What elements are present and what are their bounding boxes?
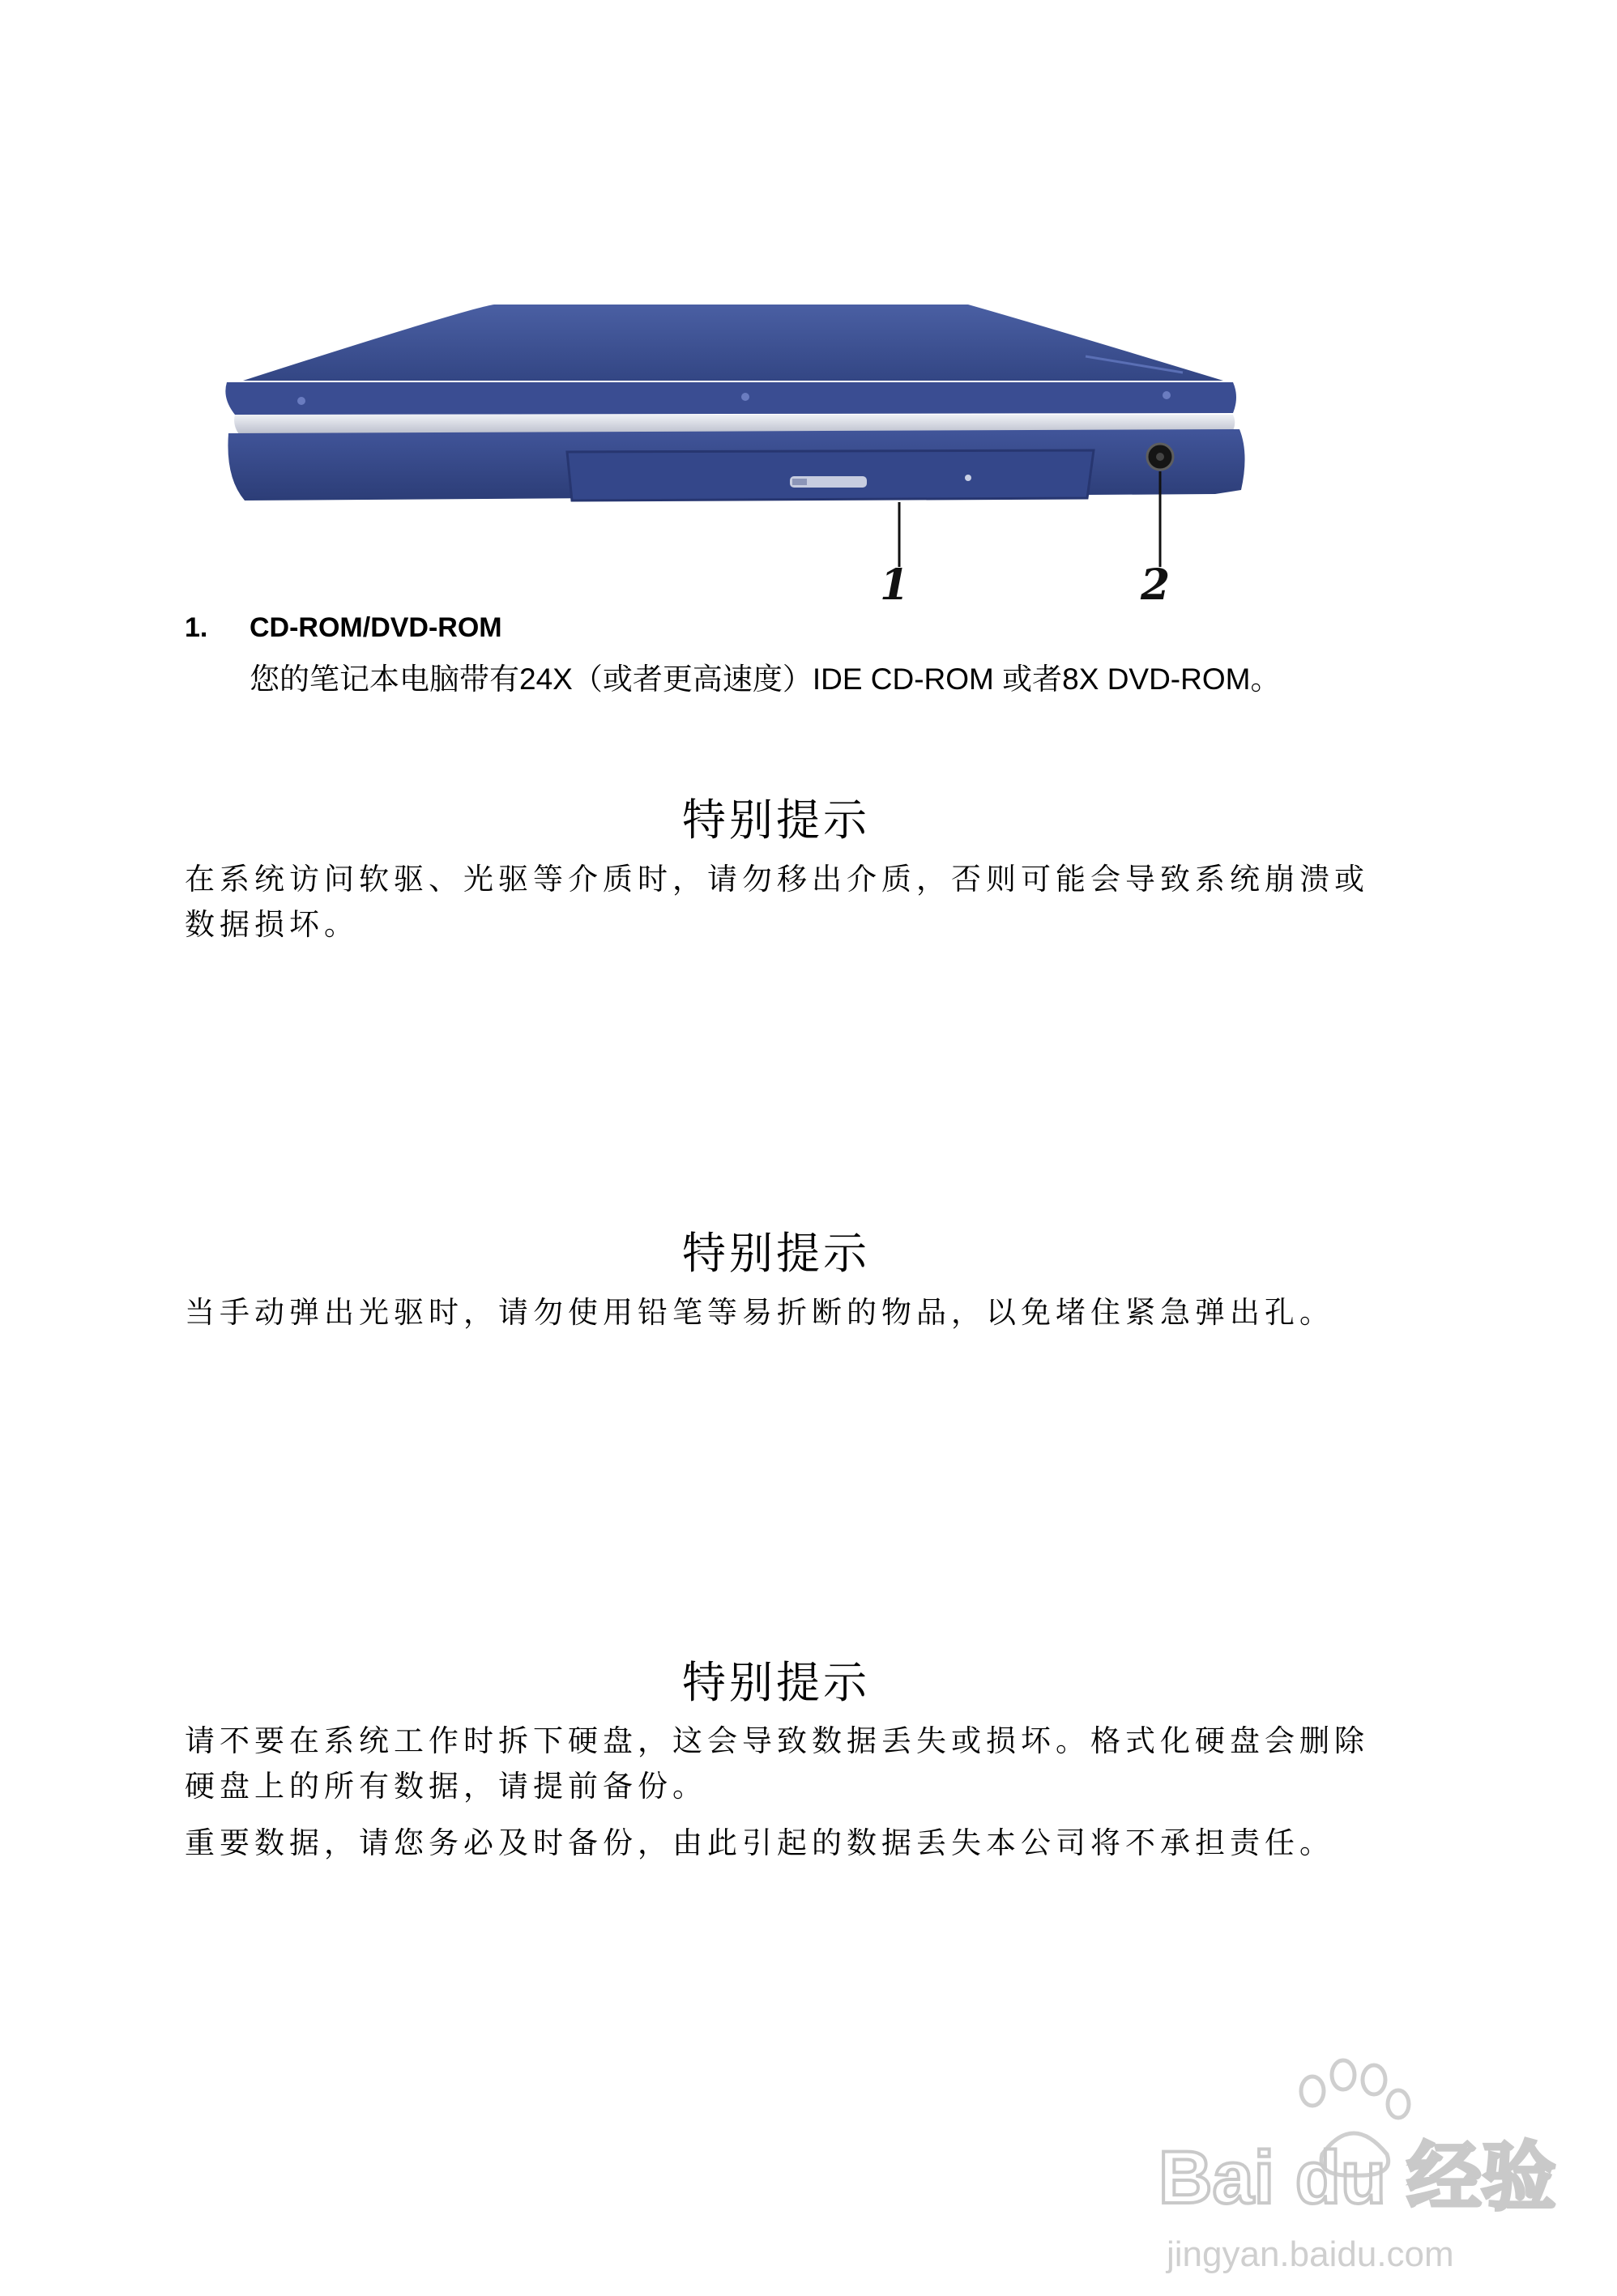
section-number: 1.: [185, 612, 208, 643]
watermark-brand: Bai du 经验: [1158, 2136, 1556, 2219]
baidu-jingyan-watermark: [1150, 2041, 1588, 2284]
callout-number-2: 2: [1141, 560, 1171, 610]
notice-3-paragraph-2: 重要数据，请您务必及时备份，由此引起的数据丢失本公司将不承担责任。: [185, 1825, 1334, 1860]
notice-3-body: [185, 1719, 1384, 1877]
watermark-url: jingyan.baidu.com: [1167, 2234, 1454, 2274]
section-title: CD-ROM/DVD-ROM: [250, 612, 502, 643]
optical-drive-tray: [567, 450, 1094, 501]
notice-2-title: 特别提示: [682, 1228, 870, 1279]
notice-1-paragraph: 在系统访问软驱、光驱等介质时，请勿移出介质，否则可能会导致系统崩溃或数据损坏。: [185, 862, 1369, 942]
notice-2-body: [185, 1290, 1384, 1347]
notice-1-title: 特别提示: [682, 794, 870, 846]
laptop-front-view-illustration: [211, 292, 1280, 616]
notice-3-paragraph-1: 请不要在系统工作时拆下硬盘，这会导致数据丢失或损坏。格式化硬盘会删除硬盘上的所有数据，请提前备份。: [185, 1723, 1369, 1804]
notice-1-body: [185, 857, 1384, 959]
section-description: 您的笔记本电脑带有24X（或者更高速度）IDE CD-ROM 或者8X DVD-ROM。: [250, 662, 1281, 696]
callout-number-1: 1: [880, 560, 910, 610]
notice-3-title: 特别提示: [682, 1657, 870, 1708]
notice-2-paragraph: 当手动弹出光驱时，请勿使用铅笔等易折断的物品，以免堵住紧急弹出孔。: [185, 1295, 1334, 1330]
